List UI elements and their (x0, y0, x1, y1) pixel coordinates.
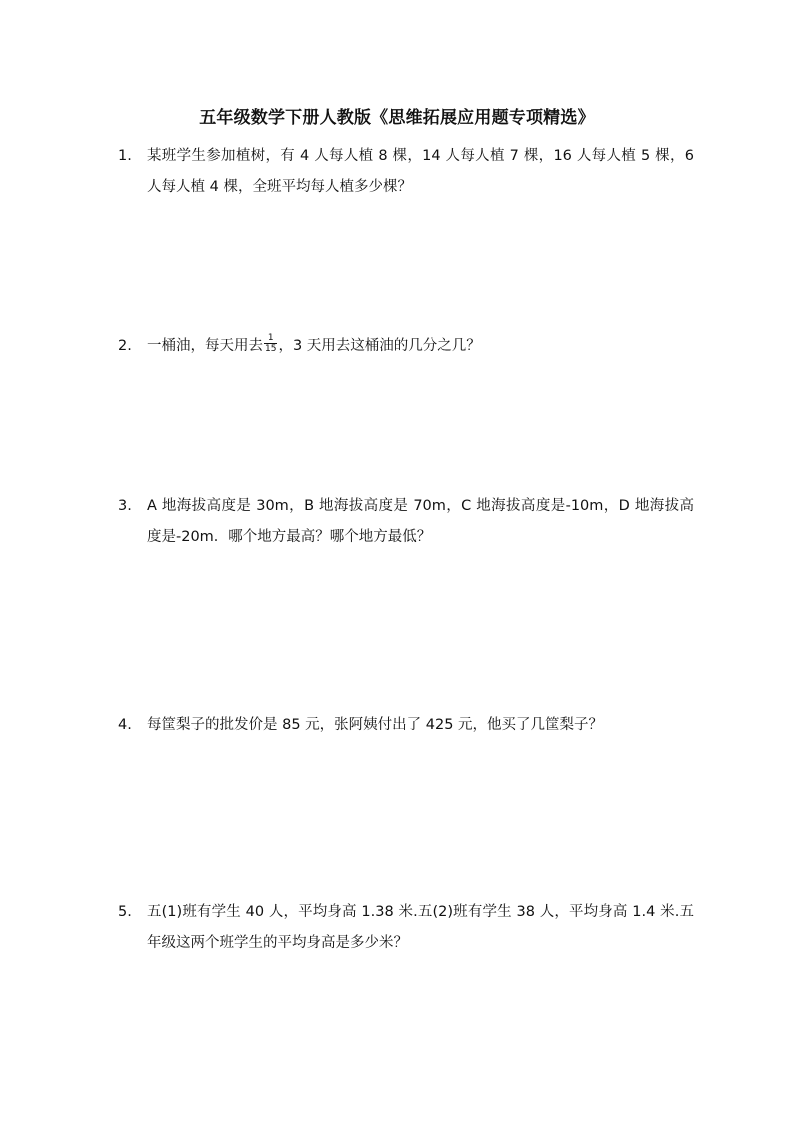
question-4 (118, 710, 694, 741)
question-text: 每筐梨子的批发价是 85 元，张阿姨付出了 425 元，他买了几筐梨子？ (147, 717, 604, 733)
question-text: 五(1)班有学生 40 人，平均身高 1.38 米.五(2)班有学生 38 人，平均身高 1.4 米.五年级这两个班学生的平均身高是多少米？ (147, 904, 694, 951)
question-2 (118, 331, 694, 362)
question-5 (118, 897, 694, 959)
question-number: 2. (118, 338, 132, 354)
fraction (264, 333, 277, 354)
question-1 (118, 141, 694, 203)
question-3 (118, 491, 694, 553)
question-text: 某班学生参加植树，有 4 人每人植 8 棵，14 人每人植 7 棵，16 人每人植 5 棵，6 人每人植 4 棵，全班平均每人植多少棵？ (147, 148, 694, 195)
question-text-after-fraction: ，3 天用去这桶油的几分之几？ (278, 338, 481, 354)
question-number: 4. (118, 717, 132, 733)
question-text: A 地海拔高度是 30m，B 地海拔高度是 70m，C 地海拔高度是-10m，D 地海拔高度是-20m．哪个地方最高？哪个地方最低？ (147, 498, 694, 545)
fraction-numerator: 1 (264, 333, 277, 344)
question-number: 1. (118, 148, 132, 164)
question-text (147, 331, 694, 362)
question-number: 5. (118, 904, 132, 920)
question-number: 3. (118, 498, 132, 514)
fraction-denominator: 15 (265, 343, 277, 354)
page-title: 五年级数学下册人教版《思维拓展应用题专项精选》 (199, 108, 595, 128)
question-text-before-fraction: 一桶油，每天用去 (147, 338, 263, 354)
